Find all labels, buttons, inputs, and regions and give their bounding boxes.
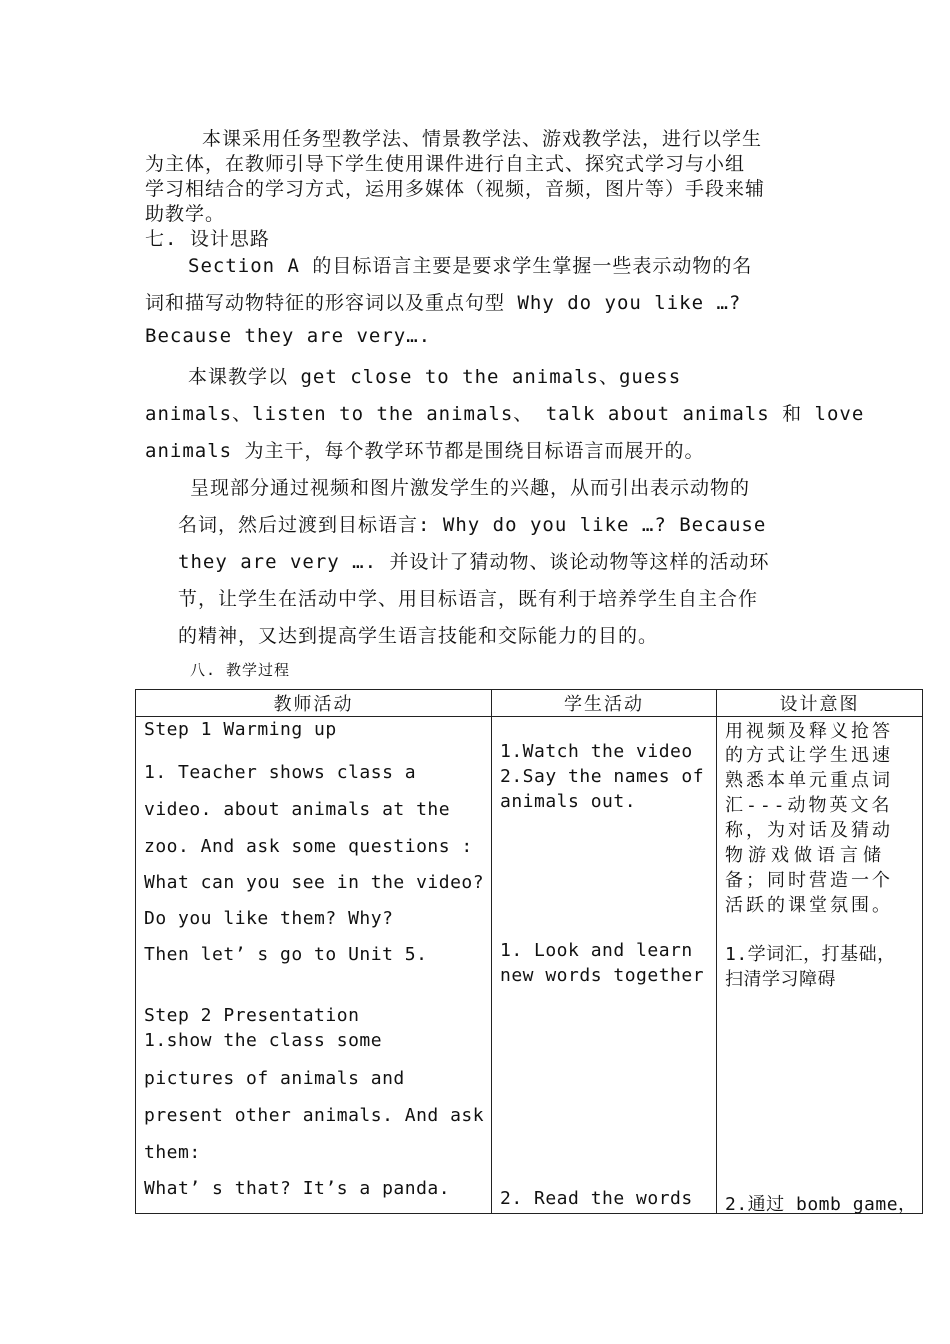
section8-heading: 八. 教学过程 — [190, 661, 291, 679]
method-line-4: 助教学。 — [145, 203, 226, 225]
design-line-5: animals、listen to the animals、 talk about animals 和 love — [145, 403, 865, 425]
teacher-line: 1.show the class some — [144, 1030, 383, 1051]
intent-line: 汇---动物英文名 — [725, 795, 893, 816]
student-line: 2. Read the words — [500, 1188, 693, 1209]
design-line-3: Because they are very…. — [145, 325, 432, 347]
teacher-line: video. about animals at the — [144, 799, 451, 820]
intent-line: 2.通过 bomb game， — [725, 1194, 917, 1215]
method-line-1: 本课采用任务型教学法、情景教学法、游戏教学法，进行以学生 — [202, 128, 763, 150]
teacher-line: What’ s that? It’s a panda. — [144, 1178, 451, 1199]
student-line: 2.Say the names of — [500, 766, 705, 787]
student-activity-cell — [492, 717, 717, 1214]
teaching-process-table — [135, 689, 923, 1214]
student-line: new words together — [500, 965, 705, 986]
teacher-activity-cell — [136, 717, 492, 1214]
intent-line: 1.学词汇，打基础， — [725, 944, 896, 965]
design-line-4: 本课教学以 get close to the animals、guess — [188, 366, 682, 388]
intent-line: 物游戏做语言储 — [725, 845, 886, 866]
intent-line: 称，为对话及猜动 — [725, 820, 893, 841]
table-header-row — [136, 690, 923, 717]
header-design-intent: 设计意图 — [717, 690, 923, 717]
method-line-3: 学习相结合的学习方式，运用多媒体（视频，音频，图片等）手段来辅 — [145, 178, 766, 200]
student-line: 1.Watch the video — [500, 741, 693, 762]
teacher-line: Then let’ s go to Unit 5. — [144, 944, 428, 965]
method-line-2: 为主体，在教师引导下学生使用课件进行自主式、探究式学习与小组 — [145, 153, 746, 175]
teacher-line: What can you see in the video? — [144, 872, 485, 893]
design-line-9: they are very …. 并设计了猜动物、谈论动物等这样的活动环 — [178, 551, 770, 573]
student-line: 1. Look and learn — [500, 940, 693, 961]
intent-line: 活跃的课堂氛围。 — [725, 895, 893, 916]
design-line-8: 名词，然后过渡到目标语言: Why do you like …? Because — [178, 514, 767, 536]
teacher-line: pictures of animals and — [144, 1068, 405, 1089]
header-teacher-activity: 教师活动 — [136, 690, 492, 717]
intent-line: 扫清学习障碍 — [725, 969, 836, 990]
teacher-line: them: — [144, 1142, 201, 1163]
section7-heading: 七. 设计思路 — [145, 228, 270, 250]
intent-line: 备；同时营造一个 — [725, 870, 893, 891]
intent-line: 用视频及释义抢答 — [725, 721, 893, 742]
design-line-11: 的精神，又达到提高学生语言技能和交际能力的目的。 — [178, 625, 659, 647]
design-line-7: 呈现部分通过视频和图片激发学生的兴趣，从而引出表示动物的 — [190, 477, 751, 499]
intent-line: 的方式让学生迅速 — [725, 745, 893, 766]
design-line-10: 节，让学生在活动中学、用目标语言，既有利于培养学生自主合作 — [178, 588, 759, 610]
intent-line: 熟悉本单元重点词 — [725, 770, 893, 791]
header-student-activity: 学生活动 — [492, 690, 717, 717]
table-row — [136, 717, 923, 1214]
design-intent-cell — [717, 717, 923, 1214]
student-line: animals out. — [500, 791, 637, 812]
teacher-line: 1. Teacher shows class a — [144, 762, 417, 783]
teacher-line: Step 1 Warming up — [144, 719, 337, 740]
design-line-6: animals 为主干，每个教学环节都是围绕目标语言而展开的。 — [145, 440, 705, 462]
design-line-2: 词和描写动物特征的形容词以及重点句型 Why do you like …? — [145, 292, 742, 314]
design-line-1: Section A 的目标语言主要是要求学生掌握一些表示动物的名 — [188, 255, 753, 277]
teacher-line: Do you like them? Why? — [144, 908, 394, 929]
teacher-line: Step 2 Presentation — [144, 1005, 360, 1026]
teacher-line: zoo. And ask some questions : — [144, 836, 473, 857]
teacher-line: present other animals. And ask — [144, 1105, 485, 1126]
